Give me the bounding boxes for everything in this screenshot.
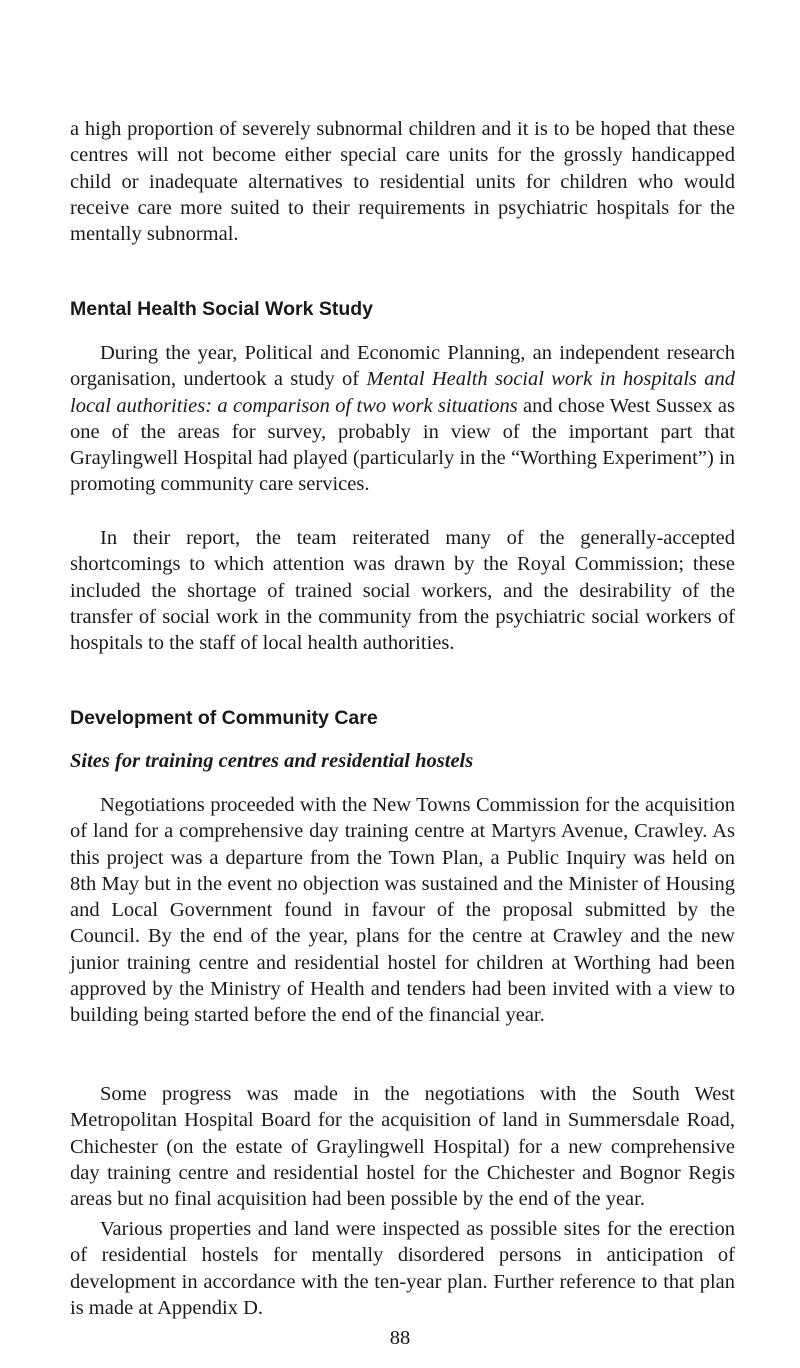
- paragraph-hostels: [70, 1216, 735, 1321]
- paragraph-text: Various properties and land were inspected as possible sites for the erection of residential hostels for mentally disordered persons in anticipation of development in accordance with the ten-year plan. Further reference to that plan is made at Appendix D.: [70, 1218, 735, 1319]
- page-number: 88: [389, 1327, 411, 1349]
- paragraph-text: Some progress was made in the negotiations with the South West Metropolitan Hospital Board for the acquisition of land in Summersdale Road, Chichester (on the estate of Graylingwell Hospital) for a new comprehensive day training centre and residential hostel for the Chichester and Bognor Regis areas but no final acquisition had been possible by the end of the year.: [70, 1083, 735, 1211]
- section-heading-development: Development of Community Care: [70, 707, 378, 729]
- paragraph-chichester: [70, 1081, 735, 1212]
- paragraph-text-start: During the year, Political and Economic Planning, an independent research organisation, undertook a study of: [70, 342, 735, 391]
- paragraph-text: In their report, the team reiterated many of the generally-accepted shortcomings to which attention was drawn by the Royal Commission; these included the shortage of trained social workers, and the desirability of the transfer of social work in the community from the psychiatric social workers of hospitals to the staff of local health authorities.: [70, 527, 735, 655]
- paragraph-text: a high proportion of severely subnormal children and it is to be hoped that these centres will not become either special care units for the grossly handicapped child or inadequate alternatives to residential units for children who would receive care more suited to their requirements in psychiatric hospitals for the mentally subnormal.: [70, 118, 735, 246]
- paragraph-report: [70, 525, 735, 656]
- study-title: Mental Health social work in hospitals and local authorities: a comparison of two work situations: [70, 368, 735, 417]
- paragraph-crawley: [70, 792, 735, 1029]
- paragraph-text: [70, 340, 735, 498]
- paragraph-continuation: [70, 116, 735, 247]
- section-heading-mental-health: Mental Health Social Work Study: [70, 298, 374, 320]
- paragraph-text: Negotiations proceeded with the New Towns Commission for the acquisition of land for a comprehensive day training centre at Martyrs Avenue, Crawley. As this project was a departure from the Town Plan, a Public Inquiry was held on 8th May but in the event no objection was sustained and the Minister of Housing and Local Government found in favour of the proposal submitted by the Council. By the end of the year, plans for the centre at Crawley and the new junior training centre and residential hostel for children at Worthing had been approved by the Ministry of Health and tenders had been invited with a view to building being started before the end of the financial year.: [70, 794, 735, 1027]
- subsection-heading-sites: Sites for training centres and residential hostels: [70, 750, 474, 772]
- paragraph-text-end: and chose West Sussex as one of the areas for survey, probably in view of the important part that Graylingwell Hospital had played (particularly in the “Worthing Experiment”) in promoting community care services.: [70, 394, 735, 496]
- paragraph-pep-study: [70, 340, 735, 498]
